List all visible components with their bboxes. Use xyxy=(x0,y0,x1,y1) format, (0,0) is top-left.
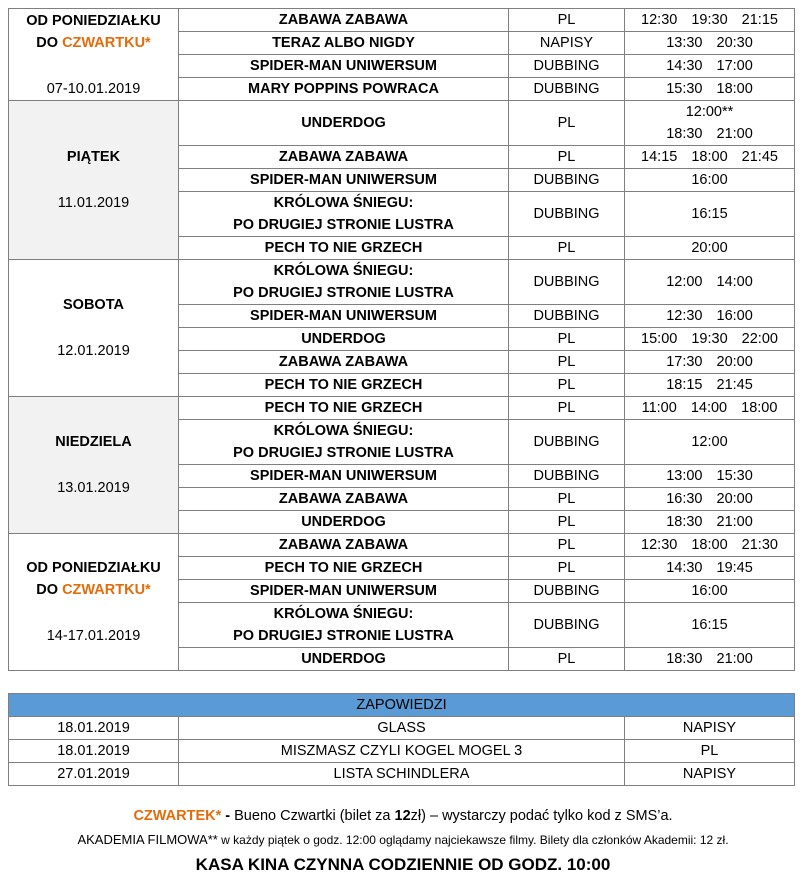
thursday-price: 12 xyxy=(394,808,411,824)
movie-lang: DUBBING xyxy=(509,55,625,78)
footer-box-office: KASA KINA CZYNNA CODZIENNIE OD GODZ. 10:00 xyxy=(195,855,611,874)
movie-lang: PL xyxy=(509,488,625,511)
dash: - xyxy=(221,808,235,824)
movie-times: 13:00 15:30 xyxy=(625,465,795,488)
movie-title-2line xyxy=(179,260,509,305)
movie-lang: PL xyxy=(509,9,625,32)
day-label-2 xyxy=(36,582,150,598)
movie-lang: PL xyxy=(509,146,625,169)
movie-title-line2: PO DRUGIEJ STRONIE LUSTRA xyxy=(233,445,454,461)
day-date: 14-17.01.2019 xyxy=(46,628,141,644)
movie-title: SPIDER-MAN UNIWERSUM xyxy=(179,305,509,328)
movie-times: 12:30 16:00 xyxy=(625,305,795,328)
day-prefix: DO xyxy=(36,582,63,598)
table-row xyxy=(9,534,795,557)
movie-times: 12:30 18:00 21:30 xyxy=(625,534,795,557)
movie-title: UNDERDOG xyxy=(179,511,509,534)
day-label: SOBOTA xyxy=(63,297,124,313)
movie-lang: NAPISY xyxy=(509,32,625,55)
movie-lang: PL xyxy=(509,557,625,580)
upcoming-lang: PL xyxy=(625,740,795,763)
upcoming-date: 18.01.2019 xyxy=(9,740,179,763)
thursday-accent: CZWARTKU* xyxy=(62,34,151,51)
movie-title-line2: PO DRUGIEJ STRONIE LUSTRA xyxy=(233,285,454,301)
day-date: 07-10.01.2019 xyxy=(46,80,141,97)
movie-times: 14:30 17:00 xyxy=(625,55,795,78)
table-row xyxy=(9,9,795,32)
movie-lang: PL xyxy=(509,648,625,671)
movie-times: 15:00 19:30 22:00 xyxy=(625,328,795,351)
movie-lang: DUBBING xyxy=(509,78,625,101)
movie-lang: PL xyxy=(509,374,625,397)
day-label-2 xyxy=(36,35,150,51)
upcoming-header: ZAPOWIEDZI xyxy=(9,694,795,717)
day-cell xyxy=(9,397,179,534)
day-date: 11.01.2019 xyxy=(57,195,130,211)
movie-times: 12:00 14:00 xyxy=(625,260,795,305)
day-label: PIĄTEK xyxy=(66,149,121,165)
movie-lang: DUBBING xyxy=(509,260,625,305)
movie-title: TERAZ ALBO NIGDY xyxy=(179,32,509,55)
movie-lang: PL xyxy=(509,511,625,534)
upcoming-date: 18.01.2019 xyxy=(9,717,179,740)
movie-title: SPIDER-MAN UNIWERSUM xyxy=(179,465,509,488)
movie-times: 13:30 20:30 xyxy=(625,32,795,55)
day-cell xyxy=(9,260,179,397)
movie-title: ZABAWA ZABAWA xyxy=(179,534,509,557)
day-label: NIEDZIELA xyxy=(55,434,132,450)
movie-title: UNDERDOG xyxy=(179,101,509,146)
upcoming-title: LISTA SCHINDLERA xyxy=(179,763,625,786)
movie-lang: PL xyxy=(509,534,625,557)
movie-times: 16:15 xyxy=(625,192,795,237)
movie-lang: DUBBING xyxy=(509,465,625,488)
movie-times: 16:15 xyxy=(625,603,795,648)
thursday-accent: CZWARTKU* xyxy=(62,582,151,598)
movie-times: 20:00 xyxy=(625,237,795,260)
movie-times: 17:30 20:00 xyxy=(625,351,795,374)
movie-times: 18:30 21:00 xyxy=(625,511,795,534)
upcoming-header-row xyxy=(9,694,795,717)
movie-title: ZABAWA ZABAWA xyxy=(179,488,509,511)
movie-times: 16:00 xyxy=(625,169,795,192)
movie-lang: DUBBING xyxy=(509,580,625,603)
movie-lang: DUBBING xyxy=(509,192,625,237)
movie-times: 16:30 20:00 xyxy=(625,488,795,511)
movie-title: ZABAWA ZABAWA xyxy=(179,351,509,374)
movie-lang: DUBBING xyxy=(509,169,625,192)
movie-title: SPIDER-MAN UNIWERSUM xyxy=(179,55,509,78)
movie-title: PECH TO NIE GRZECH xyxy=(179,374,509,397)
movie-times: 11:00 14:00 18:00 xyxy=(625,397,795,420)
movie-times: 18:30 21:00 xyxy=(625,123,795,146)
day-date: 13.01.2019 xyxy=(57,480,130,496)
table-row xyxy=(9,260,795,305)
movie-times: 16:00 xyxy=(625,580,795,603)
table-row xyxy=(9,740,795,763)
day-cell xyxy=(9,9,179,101)
movie-lang: PL xyxy=(509,328,625,351)
upcoming-date: 27.01.2019 xyxy=(9,763,179,786)
movie-times: 18:30 21:00 xyxy=(625,648,795,671)
upcoming-lang: NAPISY xyxy=(625,717,795,740)
day-prefix: DO xyxy=(36,34,63,51)
upcoming-table xyxy=(8,693,795,786)
table-row xyxy=(9,397,795,420)
movie-title-line1: KRÓLOWA ŚNIEGU: xyxy=(273,423,414,439)
movie-lang: PL xyxy=(509,397,625,420)
movie-title-line2: PO DRUGIEJ STRONIE LUSTRA xyxy=(233,217,454,233)
movie-times: 14:15 18:00 21:45 xyxy=(625,146,795,169)
upcoming-title: MISZMASZ CZYLI KOGEL MOGEL 3 xyxy=(179,740,625,763)
movie-title-2line xyxy=(179,603,509,648)
movie-title-line2: PO DRUGIEJ STRONIE LUSTRA xyxy=(233,628,454,644)
footer-academy-note xyxy=(0,832,806,847)
footer-thursday-note xyxy=(0,808,806,824)
table-row xyxy=(9,717,795,740)
movie-lang: DUBBING xyxy=(509,420,625,465)
movie-times: 14:30 19:45 xyxy=(625,557,795,580)
movie-lang: PL xyxy=(509,101,625,146)
day-cell xyxy=(9,534,179,671)
schedule-table xyxy=(8,8,795,671)
movie-title-line1: KRÓLOWA ŚNIEGU: xyxy=(273,195,414,211)
movie-times: 18:15 21:45 xyxy=(625,374,795,397)
upcoming-title: GLASS xyxy=(179,717,625,740)
movie-times: 12:00 xyxy=(625,420,795,465)
table-row xyxy=(9,763,795,786)
movie-title-line1: KRÓLOWA ŚNIEGU: xyxy=(273,606,414,622)
day-label: OD PONIEDZIAŁKU xyxy=(26,560,161,576)
thursday-label: CZWARTEK* xyxy=(133,808,222,824)
movie-title-2line xyxy=(179,420,509,465)
movie-title: PECH TO NIE GRZECH xyxy=(179,397,509,420)
day-cell xyxy=(9,101,179,260)
movie-title: SPIDER-MAN UNIWERSUM xyxy=(179,169,509,192)
movie-title: SPIDER-MAN UNIWERSUM xyxy=(179,580,509,603)
movie-lang: PL xyxy=(509,237,625,260)
movie-title-2line xyxy=(179,192,509,237)
upcoming-lang: NAPISY xyxy=(625,763,795,786)
movie-title: ZABAWA ZABAWA xyxy=(179,9,509,32)
movie-title: PECH TO NIE GRZECH xyxy=(179,237,509,260)
movie-title: UNDERDOG xyxy=(179,648,509,671)
table-row xyxy=(9,101,795,124)
movie-times: 12:00** xyxy=(625,101,795,124)
movie-lang: DUBBING xyxy=(509,305,625,328)
movie-title: UNDERDOG xyxy=(179,328,509,351)
movie-times: 12:30 19:30 21:15 xyxy=(625,9,795,32)
movie-lang: DUBBING xyxy=(509,603,625,648)
day-date: 12.01.2019 xyxy=(57,343,130,359)
movie-title-line1: KRÓLOWA ŚNIEGU: xyxy=(273,263,414,279)
movie-title: ZABAWA ZABAWA xyxy=(179,146,509,169)
movie-lang: PL xyxy=(509,351,625,374)
movie-times: 15:30 18:00 xyxy=(625,78,795,101)
academy-label: AKADEMIA FILMOWA** xyxy=(77,832,218,847)
movie-title: MARY POPPINS POWRACA xyxy=(179,78,509,101)
thursday-text-a: Bueno Czwartki (bilet za xyxy=(234,808,395,824)
day-label: OD PONIEDZIAŁKU xyxy=(26,12,161,29)
academy-text: w każdy piątek o godz. 12:00 oglądamy najciekawsze filmy. Bilety dla członków Akademii: 12 zł. xyxy=(217,833,729,847)
thursday-text-b: zł) – wystarczy podać tylko kod z SMS’a. xyxy=(410,808,673,824)
movie-title: PECH TO NIE GRZECH xyxy=(179,557,509,580)
